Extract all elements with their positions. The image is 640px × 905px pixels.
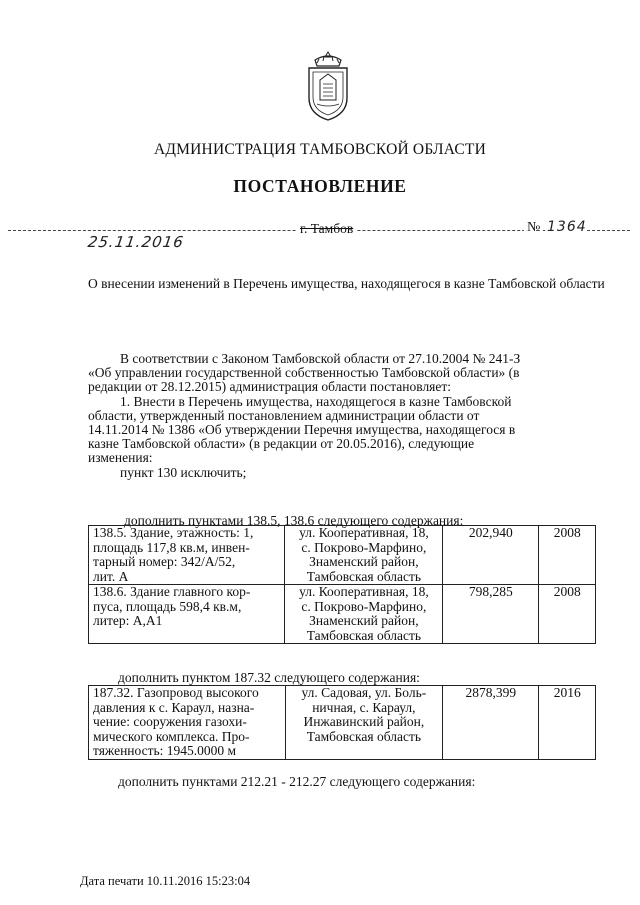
- table-cell-year: 2008: [539, 585, 596, 644]
- document-body: [88, 352, 608, 480]
- para2-line: 14.11.2014 № 1386 «Об утверждении Перечня имущества, находящегося в: [88, 422, 516, 438]
- table-cell-value: 798,285: [443, 585, 539, 644]
- table-row: [89, 686, 596, 760]
- document-number-handwritten: 1364: [547, 219, 587, 235]
- property-table-2: [88, 685, 596, 760]
- city-label: г. Тамбов: [296, 221, 357, 237]
- number-label: №: [524, 220, 543, 236]
- print-date-footer: Дата печати 10.11.2016 15:23:04: [80, 874, 251, 888]
- para2-line: области, утвержденный постановлением администрации области от: [88, 407, 480, 423]
- coat-of-arms-emblem: [303, 50, 353, 122]
- table-cell-desc: 138.5. Здание, этажность: 1, площадь 117,8 кв.м, инвен- тарный номер: 342/А/52, лит. А: [89, 526, 285, 585]
- table1-intro: дополнить пунктами 138.5, 138.6 следующего содержания:: [124, 513, 464, 528]
- para2-line: изменения:: [88, 450, 153, 466]
- para1-line: редакции от 28.12.2015) администрация области постановляет:: [88, 379, 452, 395]
- para2-line: 1. Внести в Перечень имущества, находящегося в казне Тамбовской: [120, 393, 512, 409]
- exclude-item: пункт 130 исключить;: [120, 464, 247, 480]
- document-type-title: ПОСТАНОВЛЕНИЕ: [233, 176, 407, 196]
- para1-line: В соответствии с Законом Тамбовской области от 27.10.2004 № 241-З: [120, 351, 521, 366]
- table-cell-value: 202,940: [443, 526, 539, 585]
- table-row: [89, 526, 596, 585]
- para2-line: казне Тамбовской области» (в редакции от 20.05.2016), следующие: [88, 436, 475, 452]
- table-cell-address: ул. Кооперативная, 18, с. Покрово-Марфино, Знаменский район, Тамбовская область: [285, 585, 443, 644]
- property-table-1: [88, 525, 596, 644]
- table-cell-address: ул. Садовая, ул. Боль- ничная, с. Караул, Инжавинский район, Тамбовская область: [285, 686, 443, 760]
- table-row: [89, 585, 596, 644]
- organization-title: АДМИНИСТРАЦИЯ ТАМБОВСКОЙ ОБЛАСТИ: [154, 141, 486, 158]
- document-date-handwritten: 25.11.2016: [86, 233, 186, 251]
- document-subject: О внесении изменений в Перечень имущества, находящегося в казне Тамбовской области: [88, 276, 605, 291]
- table3-intro: дополнить пунктами 212.21 - 212.27 следующего содержания:: [118, 774, 476, 789]
- table-cell-value: 2878,399: [443, 686, 539, 760]
- para1-line: «Об управлении государственной собственностью Тамбовской области» (в: [88, 365, 520, 381]
- table-cell-desc: 187.32. Газопровод высокого давления к с. Караул, назна- чение: сооружения газохи- мического комплекса. Про- тяженность: 1945.0000 м: [89, 686, 286, 760]
- table-cell-desc: 138.6. Здание главного кор- пуса, площадь 598,4 кв.м, литер: А,А1: [89, 585, 285, 644]
- table-cell-year: 2016: [539, 686, 596, 760]
- table-cell-address: ул. Кооперативная, 18, с. Покрово-Марфино, Знаменский район, Тамбовская область: [285, 526, 443, 585]
- table-cell-year: 2008: [539, 526, 596, 585]
- table2-intro: дополнить пунктом 187.32 следующего содержания:: [118, 670, 420, 685]
